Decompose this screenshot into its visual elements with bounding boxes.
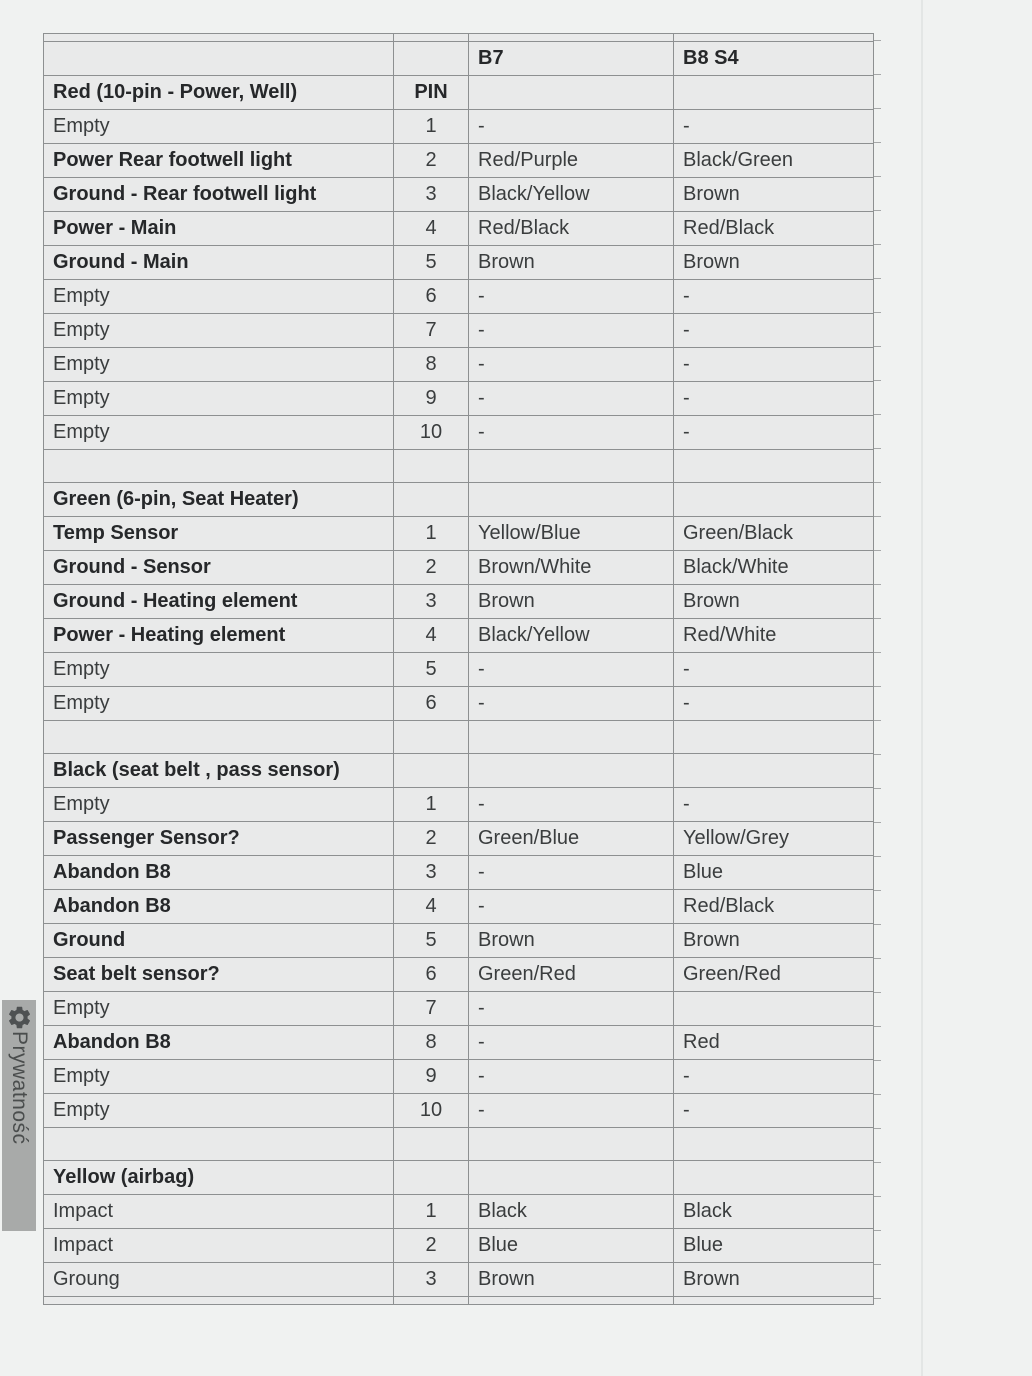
b7-cell: Brown/White xyxy=(469,551,674,585)
b8s4-cell: - xyxy=(674,1060,874,1094)
table-row xyxy=(44,619,874,653)
b7-cell: Green/Blue xyxy=(469,822,674,856)
label-cell: Ground - Main xyxy=(44,246,394,280)
b8s4-cell: Black xyxy=(674,1195,874,1229)
b7-cell: - xyxy=(469,348,674,382)
label-cell: Ground - Heating element xyxy=(44,585,394,619)
label-cell: Empty xyxy=(44,416,394,450)
b7-cell: Black xyxy=(469,1195,674,1229)
table-row xyxy=(44,517,874,551)
label-cell: Impact xyxy=(44,1195,394,1229)
label-cell xyxy=(44,1128,394,1161)
b8s4-cell xyxy=(674,754,874,788)
label-cell: Black (seat belt , pass sensor) xyxy=(44,754,394,788)
table-row xyxy=(44,416,874,450)
table-row xyxy=(44,110,874,144)
b8s4-cell xyxy=(674,1128,874,1161)
pin-cell: 5 xyxy=(394,653,469,687)
b8s4-cell: Red/Black xyxy=(674,212,874,246)
table-row xyxy=(44,1026,874,1060)
label-cell: Empty xyxy=(44,382,394,416)
pin-cell: 5 xyxy=(394,246,469,280)
pin-cell: 5 xyxy=(394,924,469,958)
b8s4-cell: - xyxy=(674,788,874,822)
table-row xyxy=(44,1297,874,1305)
pin-cell: 2 xyxy=(394,822,469,856)
pin-cell: 10 xyxy=(394,416,469,450)
label-cell: Power - Main xyxy=(44,212,394,246)
label-cell: Empty xyxy=(44,992,394,1026)
b8s4-cell: Brown xyxy=(674,1263,874,1297)
label-cell: Ground - Sensor xyxy=(44,551,394,585)
b8s4-cell: Red/Black xyxy=(674,890,874,924)
b7-cell: - xyxy=(469,280,674,314)
label-cell: Yellow (airbag) xyxy=(44,1161,394,1195)
b7-cell: - xyxy=(469,1026,674,1060)
label-cell xyxy=(44,450,394,483)
b8s4-cell: - xyxy=(674,653,874,687)
table-row xyxy=(44,721,874,754)
pin-cell xyxy=(394,754,469,788)
b8s4-cell xyxy=(674,992,874,1026)
label-cell: Empty xyxy=(44,653,394,687)
pin-cell xyxy=(394,1128,469,1161)
b7-cell: Red/Purple xyxy=(469,144,674,178)
table-row xyxy=(44,246,874,280)
label-cell: Empty xyxy=(44,314,394,348)
b7-cell: - xyxy=(469,890,674,924)
privacy-tab-label: Prywatność xyxy=(8,1031,31,1145)
pin-cell: 1 xyxy=(394,1195,469,1229)
label-cell: Abandon B8 xyxy=(44,890,394,924)
b8s4-cell xyxy=(674,1161,874,1195)
b8s4-cell: Black/Green xyxy=(674,144,874,178)
b7-cell xyxy=(469,754,674,788)
pin-cell: 8 xyxy=(394,1026,469,1060)
b7-cell xyxy=(469,483,674,517)
b7-cell xyxy=(469,721,674,754)
table-row xyxy=(44,687,874,721)
b7-cell: Brown xyxy=(469,924,674,958)
b7-cell xyxy=(469,1161,674,1195)
pin-cell: 3 xyxy=(394,585,469,619)
table-row xyxy=(44,1094,874,1128)
b8s4-cell: - xyxy=(674,348,874,382)
b8s4-cell xyxy=(674,34,874,42)
table-row xyxy=(44,890,874,924)
b8s4-cell: - xyxy=(674,1094,874,1128)
pin-cell: 9 xyxy=(394,382,469,416)
label-cell: Ground xyxy=(44,924,394,958)
table-row xyxy=(44,822,874,856)
pin-cell xyxy=(394,483,469,517)
table-row xyxy=(44,42,874,76)
label-cell: Red (10-pin - Power, Well) xyxy=(44,76,394,110)
table-row xyxy=(44,178,874,212)
label-cell xyxy=(44,721,394,754)
b8s4-cell: Brown xyxy=(674,246,874,280)
b7-cell xyxy=(469,1297,674,1305)
pin-cell: 1 xyxy=(394,788,469,822)
pin-cell xyxy=(394,721,469,754)
label-cell: Ground - Rear footwell light xyxy=(44,178,394,212)
b8s4-cell xyxy=(674,450,874,483)
label-cell: Empty xyxy=(44,1060,394,1094)
label-cell xyxy=(44,1297,394,1305)
b7-cell: Green/Red xyxy=(469,958,674,992)
b7-cell: - xyxy=(469,653,674,687)
b7-cell xyxy=(469,450,674,483)
b7-cell xyxy=(469,1128,674,1161)
label-cell: Temp Sensor xyxy=(44,517,394,551)
table-row xyxy=(44,1161,874,1195)
table-row xyxy=(44,34,874,42)
b8s4-cell: Brown xyxy=(674,178,874,212)
wiring-pin-table xyxy=(43,33,874,1305)
pin-cell xyxy=(394,34,469,42)
label-cell: Green (6-pin, Seat Heater) xyxy=(44,483,394,517)
label-cell: Groung xyxy=(44,1263,394,1297)
label-cell xyxy=(44,34,394,42)
b8s4-cell: Yellow/Grey xyxy=(674,822,874,856)
b8s4-cell: Blue xyxy=(674,1229,874,1263)
b8s4-cell: Blue xyxy=(674,856,874,890)
pin-cell: 10 xyxy=(394,1094,469,1128)
table-row xyxy=(44,653,874,687)
table-row xyxy=(44,1128,874,1161)
table-row xyxy=(44,382,874,416)
label-cell: Passenger Sensor? xyxy=(44,822,394,856)
b7-cell: Brown xyxy=(469,246,674,280)
b8s4-cell xyxy=(674,721,874,754)
pin-cell: 7 xyxy=(394,992,469,1026)
pin-cell: 6 xyxy=(394,687,469,721)
table-row xyxy=(44,992,874,1026)
pin-cell: 4 xyxy=(394,890,469,924)
page-edge-line xyxy=(921,0,923,1376)
b7-cell: - xyxy=(469,1060,674,1094)
b8s4-cell: Red xyxy=(674,1026,874,1060)
b8s4-cell: - xyxy=(674,314,874,348)
b7-cell: Red/Black xyxy=(469,212,674,246)
table-row xyxy=(44,450,874,483)
table-row xyxy=(44,1263,874,1297)
pin-cell xyxy=(394,42,469,76)
b7-cell: - xyxy=(469,856,674,890)
pin-cell xyxy=(394,1161,469,1195)
table-viewport xyxy=(43,33,882,1309)
b8s4-cell: - xyxy=(674,416,874,450)
table-row xyxy=(44,1229,874,1263)
label-cell: Empty xyxy=(44,348,394,382)
pin-cell: 3 xyxy=(394,1263,469,1297)
b8s4-cell: Green/Black xyxy=(674,517,874,551)
b8s4-cell: - xyxy=(674,280,874,314)
b7-cell xyxy=(469,76,674,110)
pin-cell: 4 xyxy=(394,212,469,246)
label-cell: Abandon B8 xyxy=(44,856,394,890)
table-row xyxy=(44,551,874,585)
b7-cell: - xyxy=(469,110,674,144)
label-cell: Seat belt sensor? xyxy=(44,958,394,992)
b8s4-cell xyxy=(674,1297,874,1305)
b8s4-cell: - xyxy=(674,687,874,721)
b7-cell xyxy=(469,34,674,42)
b7-cell: - xyxy=(469,416,674,450)
table-row xyxy=(44,314,874,348)
table-row xyxy=(44,1195,874,1229)
table-row xyxy=(44,856,874,890)
pin-cell: 6 xyxy=(394,280,469,314)
table-row xyxy=(44,76,874,110)
table-row xyxy=(44,1060,874,1094)
label-cell: Empty xyxy=(44,788,394,822)
label-cell: Power - Heating element xyxy=(44,619,394,653)
pin-cell: 3 xyxy=(394,178,469,212)
privacy-tab[interactable] xyxy=(2,1000,36,1231)
b8s4-cell: Red/White xyxy=(674,619,874,653)
label-cell: Empty xyxy=(44,687,394,721)
label-cell: Empty xyxy=(44,280,394,314)
label-cell: Impact xyxy=(44,1229,394,1263)
pin-cell xyxy=(394,450,469,483)
pin-cell: 7 xyxy=(394,314,469,348)
b8s4-cell: - xyxy=(674,110,874,144)
b7-cell: Brown xyxy=(469,585,674,619)
row-line-stubs xyxy=(874,40,881,1299)
b7-cell: Blue xyxy=(469,1229,674,1263)
label-cell xyxy=(44,42,394,76)
pin-cell: 3 xyxy=(394,856,469,890)
b7-cell: - xyxy=(469,992,674,1026)
table-row xyxy=(44,348,874,382)
table-row xyxy=(44,788,874,822)
label-cell: Power Rear footwell light xyxy=(44,144,394,178)
pin-cell: 2 xyxy=(394,144,469,178)
b7-cell: Brown xyxy=(469,1263,674,1297)
b7-cell: B7 xyxy=(469,42,674,76)
label-cell: Abandon B8 xyxy=(44,1026,394,1060)
table-row xyxy=(44,754,874,788)
table-row xyxy=(44,924,874,958)
table-row xyxy=(44,483,874,517)
pin-cell: 2 xyxy=(394,1229,469,1263)
b8s4-cell: - xyxy=(674,382,874,416)
b7-cell: Black/Yellow xyxy=(469,178,674,212)
table-row xyxy=(44,958,874,992)
b8s4-cell: Black/White xyxy=(674,551,874,585)
pin-cell xyxy=(394,1297,469,1305)
b7-cell: - xyxy=(469,788,674,822)
table-row xyxy=(44,212,874,246)
b8s4-cell xyxy=(674,483,874,517)
b8s4-cell: B8 S4 xyxy=(674,42,874,76)
label-cell: Empty xyxy=(44,110,394,144)
b7-cell: - xyxy=(469,382,674,416)
b7-cell: Yellow/Blue xyxy=(469,517,674,551)
pin-cell: 6 xyxy=(394,958,469,992)
pin-cell: PIN xyxy=(394,76,469,110)
pin-cell: 9 xyxy=(394,1060,469,1094)
table-row xyxy=(44,144,874,178)
pin-cell: 8 xyxy=(394,348,469,382)
b7-cell: - xyxy=(469,1094,674,1128)
b8s4-cell: Brown xyxy=(674,585,874,619)
b7-cell: - xyxy=(469,314,674,348)
b8s4-cell: Brown xyxy=(674,924,874,958)
b7-cell: - xyxy=(469,687,674,721)
pin-cell: 4 xyxy=(394,619,469,653)
table-row xyxy=(44,280,874,314)
pin-cell: 1 xyxy=(394,110,469,144)
b7-cell: Black/Yellow xyxy=(469,619,674,653)
label-cell: Empty xyxy=(44,1094,394,1128)
pin-cell: 1 xyxy=(394,517,469,551)
gear-icon xyxy=(6,1004,33,1031)
pin-cell: 2 xyxy=(394,551,469,585)
b8s4-cell: Green/Red xyxy=(674,958,874,992)
b8s4-cell xyxy=(674,76,874,110)
table-row xyxy=(44,585,874,619)
